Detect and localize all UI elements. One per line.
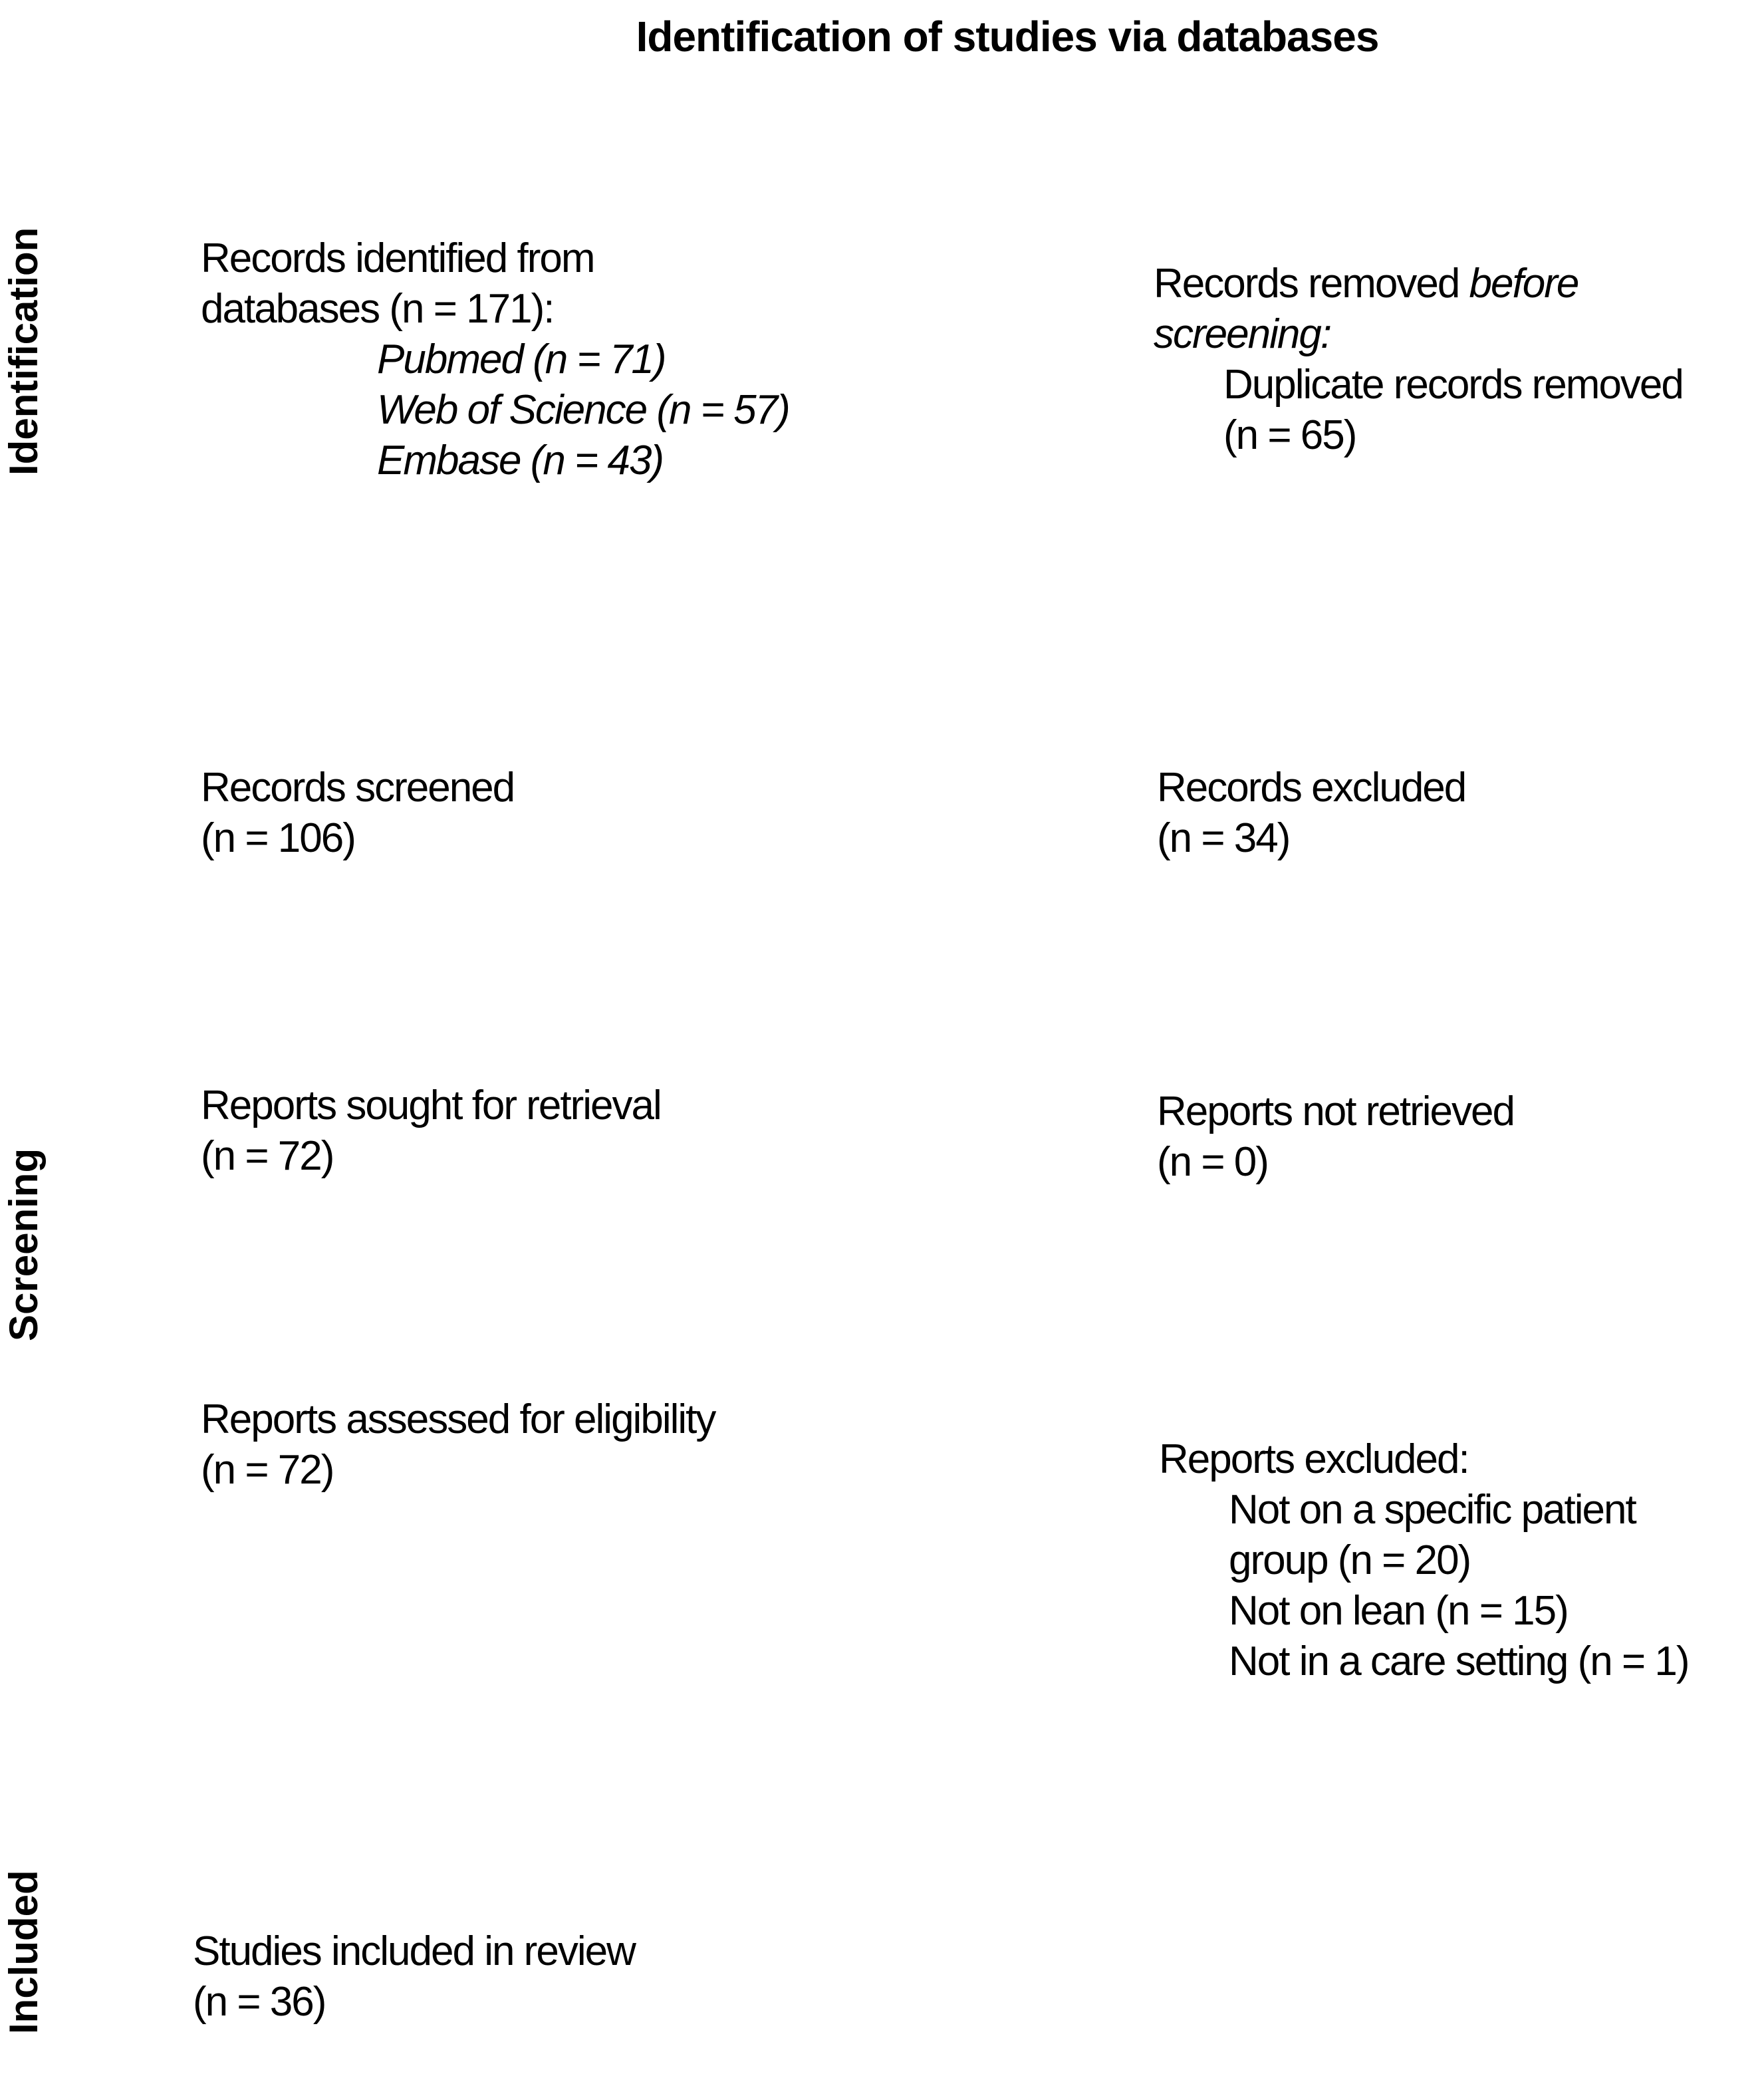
reports-excluded-box [1159, 1434, 1689, 1687]
exclusion-reason-care-setting: Not in a care setting (n = 1) [1229, 1638, 1689, 1684]
diagram-title: Identification of studies via databases [636, 13, 1379, 61]
stage-label-included: Included [1, 1870, 46, 2034]
records-identified-box [201, 233, 789, 486]
records-screened-box [201, 763, 514, 864]
exclusion-reason-lean: Not on lean (n = 15) [1229, 1588, 1568, 1634]
reports-assessed-label: Reports assessed for eligibility [201, 1396, 715, 1442]
records-screened-count: (n = 106) [201, 815, 355, 861]
source-embase: Embase (n = 43) [377, 438, 664, 483]
reports-sought-box [201, 1081, 661, 1182]
exclusion-reason-patient-group-count: group (n = 20) [1229, 1537, 1471, 1583]
reports-assessed-count: (n = 72) [201, 1447, 334, 1493]
stage-label-screening: Screening [1, 1148, 46, 1341]
records-excluded-box [1157, 763, 1465, 864]
stage-label-identification: Identification [1, 227, 46, 475]
records-removed-emphasis: before [1469, 261, 1578, 307]
studies-included-count: (n = 36) [193, 1979, 326, 2025]
records-identified-line1: Records identified from [201, 235, 594, 281]
studies-included-box [193, 1926, 635, 2027]
exclusion-reason-patient-group: Not on a specific patient [1229, 1487, 1636, 1533]
duplicates-line1: Duplicate records removed [1223, 362, 1683, 408]
records-removed-line2: screening: [1154, 311, 1331, 357]
records-removed-box [1154, 259, 1683, 461]
reports-assessed-box [201, 1394, 715, 1495]
source-pubmed: Pubmed (n = 71) [377, 336, 666, 382]
records-excluded-label: Records excluded [1157, 765, 1466, 811]
reports-excluded-label: Reports excluded: [1159, 1436, 1469, 1482]
records-screened-label: Records screened [201, 765, 515, 811]
records-identified-line2: databases (n = 171): [201, 286, 554, 332]
duplicates-line2: (n = 65) [1223, 412, 1356, 458]
reports-sought-count: (n = 72) [201, 1133, 334, 1179]
reports-sought-label: Reports sought for retrieval [201, 1083, 661, 1128]
records-removed-prefix: Records removed [1154, 261, 1469, 307]
source-web-of-science: Web of Science (n = 57) [377, 387, 789, 433]
reports-not-retrieved-label: Reports not retrieved [1157, 1089, 1514, 1134]
studies-included-label: Studies included in review [193, 1928, 635, 1974]
reports-not-retrieved-box [1157, 1087, 1514, 1188]
reports-not-retrieved-count: (n = 0) [1157, 1139, 1268, 1185]
records-removed-line1 [1154, 259, 1683, 309]
records-excluded-count: (n = 34) [1157, 815, 1290, 861]
